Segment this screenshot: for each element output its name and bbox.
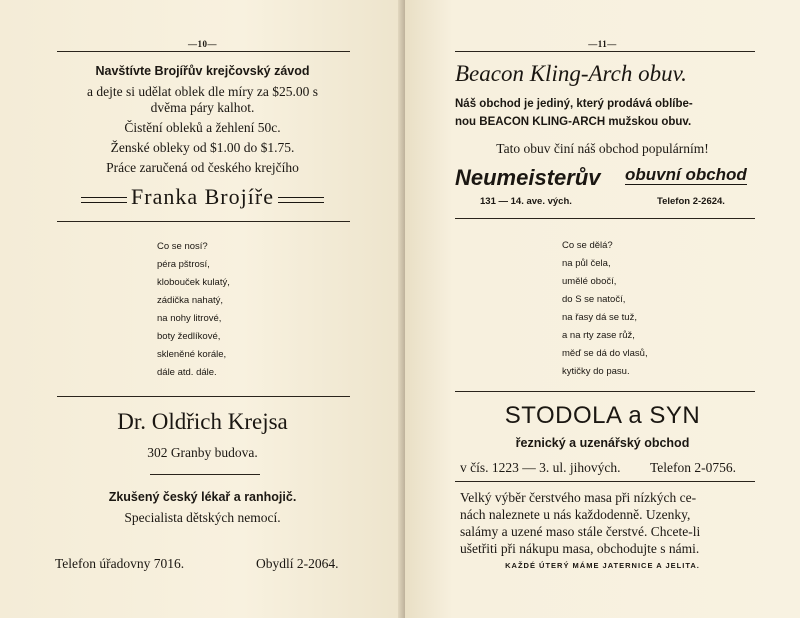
divider xyxy=(57,221,350,222)
phone-office: Telefon úřadovny 7016. xyxy=(55,556,185,571)
poem-line: na půl čela, xyxy=(562,258,611,269)
phone-home: Obydlí 2-2064. xyxy=(256,556,339,571)
divider xyxy=(455,391,755,392)
poem-line: a na rty zase růž, xyxy=(562,330,635,341)
poem-line: skleněné korále, xyxy=(157,349,227,360)
poem-line: boty žedlíkové, xyxy=(157,331,221,342)
ornament-line xyxy=(278,197,324,203)
ad-subtitle: obuvní obchod xyxy=(625,165,747,184)
ad-name-row xyxy=(0,184,405,210)
poem-line: kytičky do pasu. xyxy=(562,366,630,377)
ad-line: Specialista dětských nemocí. xyxy=(124,510,281,525)
ad-body-line: Velký výběr čerstvého masa při nízkých ce- xyxy=(460,490,697,505)
address: v čís. 1223 — 3. ul. jihových. xyxy=(460,460,621,475)
ad-line: nou BEACON KLING-ARCH mužskou obuv. xyxy=(455,116,692,128)
poem xyxy=(562,237,648,381)
ad-line: Ženské obleky od $1.00 do $1.75. xyxy=(110,140,295,155)
poem-line: zádička nahatý, xyxy=(157,295,224,306)
ad-line: Tato obuv činí náš obchod populárním! xyxy=(496,141,709,156)
ad-footer: KAŽDÉ ÚTERÝ MÁME JATERNICE A JELITA. xyxy=(505,561,700,570)
poem-line: Co se dělá? xyxy=(562,240,613,251)
ad-line: a dejte si udělat oblek dle míry za $25.00 s xyxy=(87,84,318,99)
right-page xyxy=(405,0,800,618)
ad-body-line: nách naleznete u nás každodenně. Uzenky, xyxy=(460,507,691,522)
ad-line: Čistění obleků a žehlení 50c. xyxy=(124,120,281,135)
divider xyxy=(57,396,350,397)
ad-body-line: ušetřiti při nákupu masa, obchodujte s námi. xyxy=(460,541,700,556)
divider xyxy=(455,218,755,219)
poem-line: umělé obočí, xyxy=(562,276,617,287)
poem-line: na řasy dá se tuž, xyxy=(562,312,637,323)
ad-name: STODOLA a SYN xyxy=(504,402,701,429)
ad-line: 302 Granby budova. xyxy=(147,445,258,460)
poem-line: péra pštrosí, xyxy=(157,259,210,270)
divider xyxy=(455,51,755,52)
address: 131 — 14. ave. vých. xyxy=(480,196,572,207)
ad-subtitle: řeznický a uzenářský obchod xyxy=(515,436,690,450)
ad-line: Navštívte Brojířův krejčovský závod xyxy=(95,64,310,78)
poem-line: klobouček kulatý, xyxy=(157,277,230,288)
ad-line: Náš obchod je jediný, který prodává oblíbe- xyxy=(455,98,693,110)
ad-title: Beacon Kling-Arch obuv. xyxy=(455,61,687,86)
poem xyxy=(157,238,230,382)
ad-line: Zkušený český lékař a ranhojič. xyxy=(108,490,297,504)
poem-line: Co se nosí? xyxy=(157,241,208,252)
phone: Telefon 2-0756. xyxy=(650,460,737,475)
phone: Telefon 2-2624. xyxy=(657,196,725,207)
page-number: —10— xyxy=(188,39,217,49)
ad-name: Neumeisterův xyxy=(455,165,601,190)
ad-line: dvěma páry kalhot. xyxy=(150,100,255,115)
divider xyxy=(455,481,755,482)
divider xyxy=(57,51,350,52)
page-number: —11— xyxy=(588,39,617,49)
poem-line: měď se dá do vlasů, xyxy=(562,348,648,359)
ornament-line xyxy=(81,197,127,203)
ad-name: Dr. Oldřich Krejsa xyxy=(117,409,288,434)
ad-name: Franka Brojíře xyxy=(131,184,274,209)
poem-line: na nohy litrové, xyxy=(157,313,222,324)
ad-line: Práce zaručená od českého krejčího xyxy=(106,160,299,175)
poem-line: do S se natočí, xyxy=(562,294,626,305)
short-divider xyxy=(150,474,260,475)
ad-body-line: salámy a uzené maso stále čerstvé. Chcete-li xyxy=(460,524,701,539)
poem-line: dále atd. dále. xyxy=(157,367,217,378)
